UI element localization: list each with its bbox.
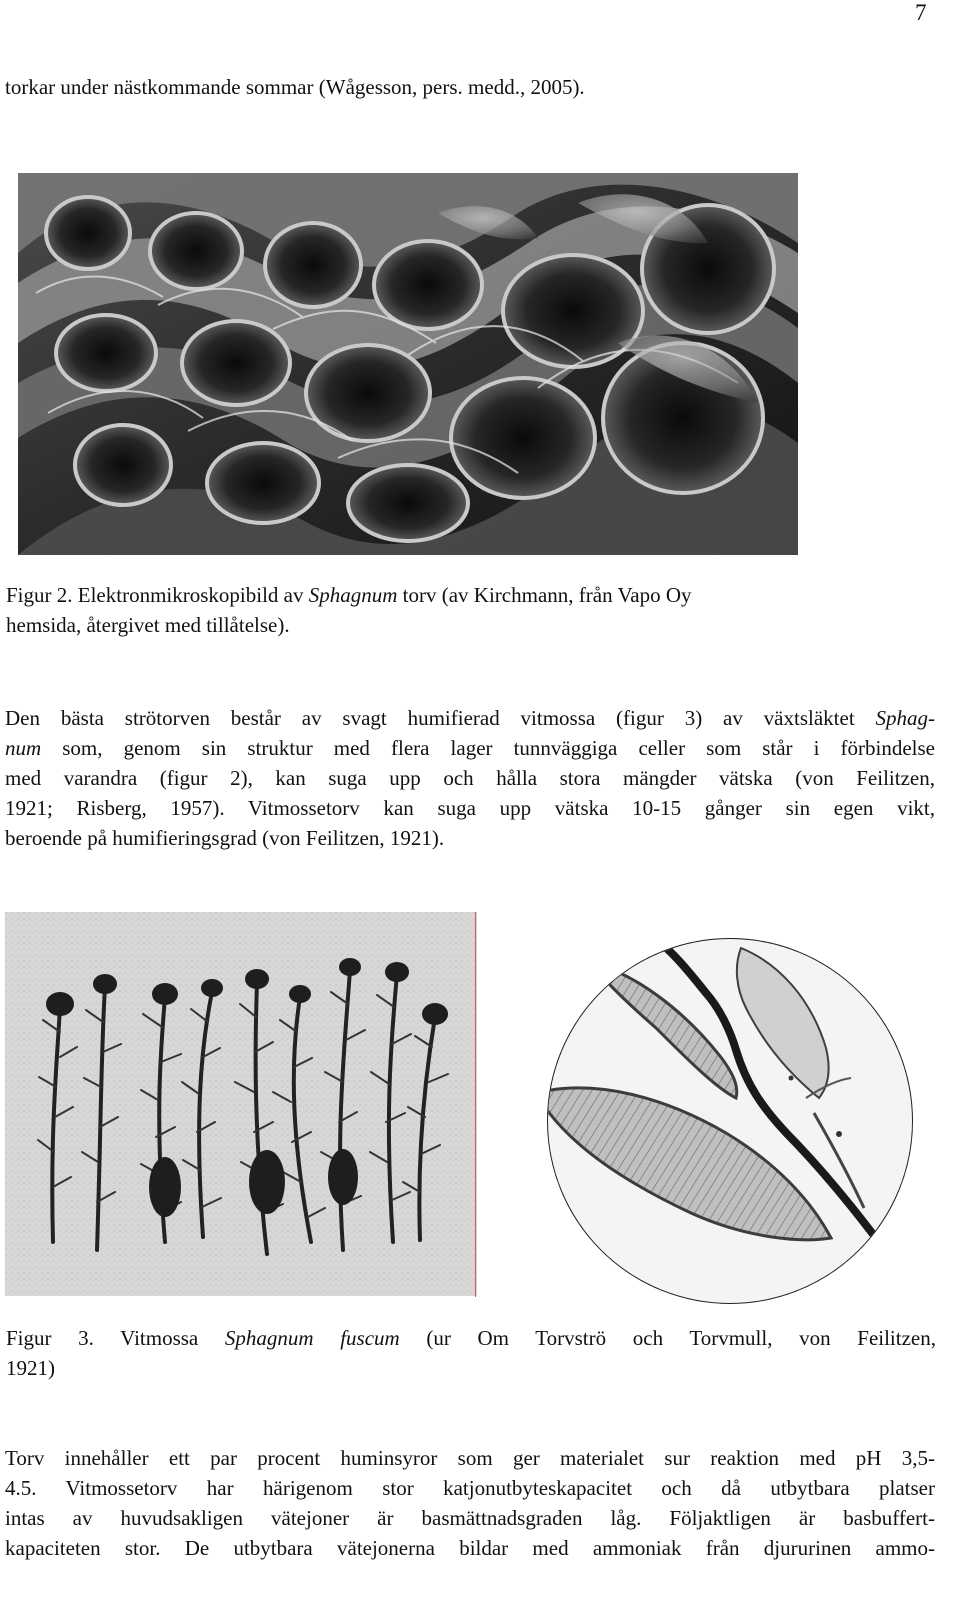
figure-2-caption xyxy=(6,580,936,640)
figure-3-caption-line-2: 1921) xyxy=(6,1356,55,1380)
paragraph-1-line-2-suffix: som, genom sin struktur med flera lager tunnväggiga celler som står i förbindelse xyxy=(41,736,935,760)
paragraph-2 xyxy=(5,1443,935,1563)
page-number: 7 xyxy=(915,0,927,25)
sphagnum-leaf-micrograph xyxy=(536,938,924,1304)
figure-3-caption xyxy=(6,1323,936,1383)
paragraph-1-line-2-italic: num xyxy=(5,736,42,760)
paragraph-1-line-5: beroende på humifieringsgrad (von Feilitzen, 1921). xyxy=(5,826,445,850)
paragraph-2-line-2: 4.5. Vitmossetorv har härigenom stor katjonutbyteskapacitet och då utbytbara platser xyxy=(5,1476,935,1500)
paragraph-1-line-1-prefix: Den bästa strötorven består av svagt humifierad vitmossa (figur 3) av växtsläktet xyxy=(5,706,876,730)
electron-microscope-image xyxy=(18,173,798,555)
paragraph-1-line-1-italic: Sphag- xyxy=(875,706,935,730)
paragraph-1-line-4: 1921; Risberg, 1957). Vitmossetorv kan suga upp vätska 10-15 gånger sin egen vikt, xyxy=(5,796,935,820)
figure-2-caption-italic: Sphagnum xyxy=(308,583,398,607)
figure-2-caption-prefix: Figur 2. Elektronmikroskopibild av xyxy=(6,583,309,607)
paragraph-2-line-3: intas av huvudsakligen vätejoner är basmättnadsgraden låg. Följaktligen är basbuffert- xyxy=(5,1506,935,1530)
top-text: torkar under nästkommande sommar (Wågesson, pers. medd., 2005). xyxy=(5,75,585,99)
sphagnum-moss-illustration xyxy=(5,912,477,1296)
paragraph-2-line-4: kapaciteten stor. De utbytbara vätejonerna bildar med ammoniak från djururinen ammo- xyxy=(5,1536,935,1560)
figure-2-caption-suffix: torv (av Kirchmann, från Vapo Oy xyxy=(397,583,692,607)
figure-divider xyxy=(475,912,476,1297)
figure-3-caption-suffix: (ur Om Torvströ och Torvmull, von Feilitzen, xyxy=(399,1326,936,1350)
paragraph-2-line-1: Torv innehåller ett par procent huminsyror som ger materialet sur reaktion med pH 3,5- xyxy=(5,1446,935,1470)
figure-3-caption-prefix: Figur 3. Vitmossa xyxy=(6,1326,225,1350)
figure-3-caption-italic: Sphagnum fuscum xyxy=(224,1326,400,1350)
figure-2-caption-line-2: hemsida, återgivet med tillåtelse). xyxy=(6,613,290,637)
paragraph-1-line-3: med varandra (figur 2), kan suga upp och hålla stora mängder vätska (von Feilitzen, xyxy=(5,766,935,790)
paragraph-1 xyxy=(5,703,935,853)
